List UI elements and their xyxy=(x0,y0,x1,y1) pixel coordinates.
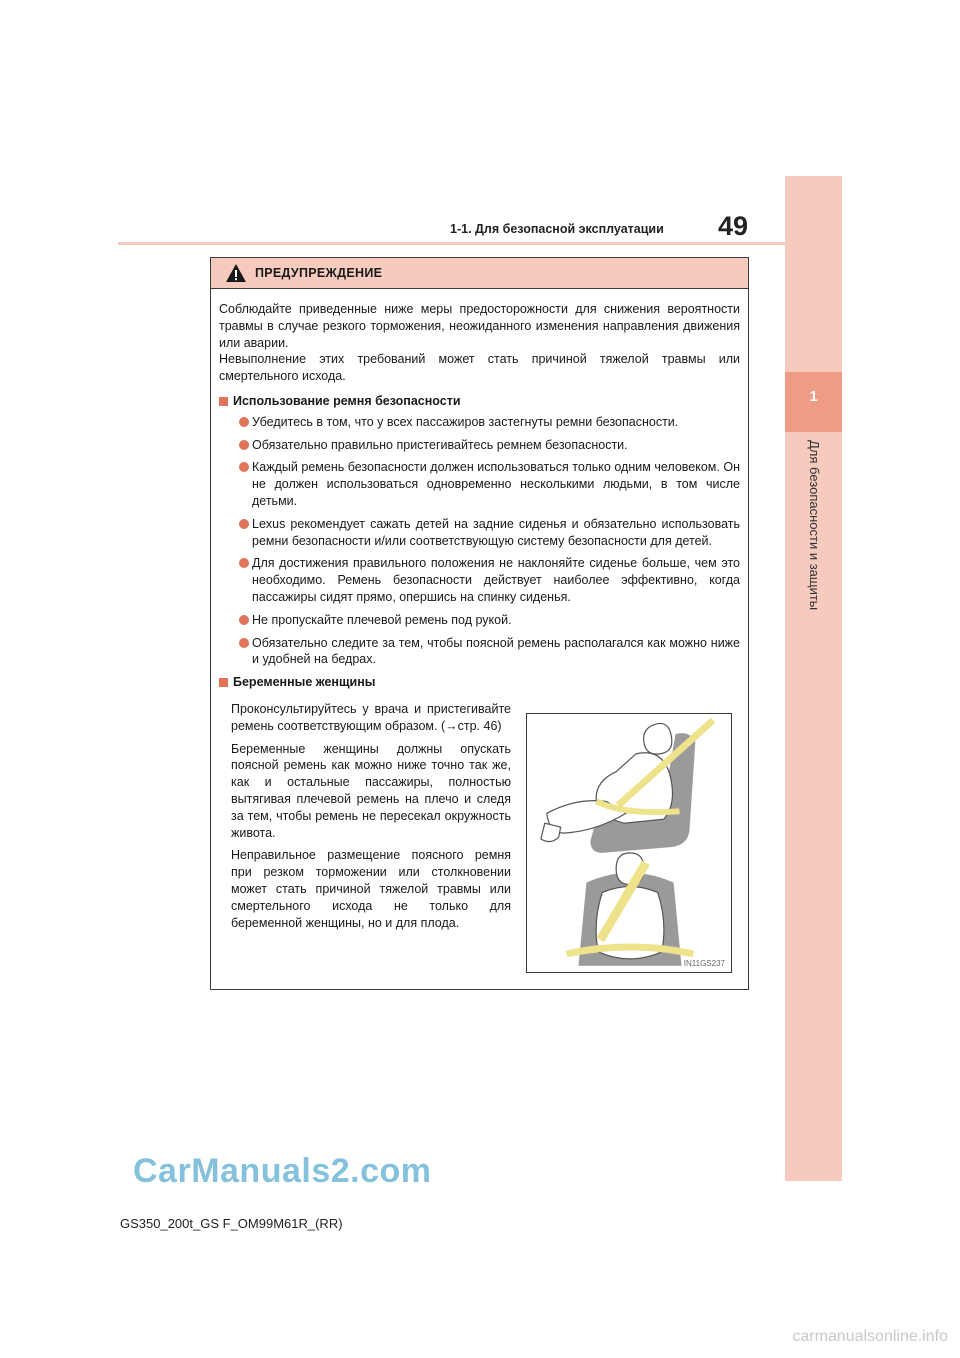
warning-triangle-icon xyxy=(225,263,247,283)
bullet-dot-icon xyxy=(239,638,249,648)
section-heading-text: Использование ремня безопасности xyxy=(233,393,461,408)
carmanuals-logo: CarManuals2.com xyxy=(133,1152,432,1190)
list-item-text: Lexus рекомендует сажать детей на задние сиденья и обязательно использовать ремни безопасности и/или соответствующую систему безопасности для детей. xyxy=(252,516,740,548)
pregnant-seatbelt-image xyxy=(527,714,731,972)
illustration-code: IN11GS237 xyxy=(683,959,725,968)
square-bullet-icon xyxy=(219,397,228,406)
section-heading-seatbelt xyxy=(219,393,740,410)
list-item xyxy=(239,516,740,550)
warning-intro-2: Невыполнение этих требований может стать причиной тяжелой травмы или смертельного исхода. xyxy=(219,352,740,384)
warning-header xyxy=(211,258,748,289)
section-heading-text: Беременные женщины xyxy=(233,675,376,690)
chapter-title: Для безопасности и защиты xyxy=(807,440,822,611)
list-item xyxy=(239,555,740,605)
bullet-dot-icon xyxy=(239,519,249,529)
bullet-dot-icon xyxy=(239,462,249,472)
list-item xyxy=(239,437,740,454)
list-item xyxy=(239,459,740,509)
bullet-dot-icon xyxy=(239,417,249,427)
pregnant-para-3: Неправильное размещение поясного ремня при резком торможении или столкновении может стать причиной тяжелой травмы или смертельного исхода не только для беременной женщины, но и для плода. xyxy=(231,848,511,930)
list-item xyxy=(239,612,740,629)
bullet-dot-icon xyxy=(239,558,249,568)
pregnant-para-2: Беременные женщины должны опускать поясной ремень как можно ниже точно так же, как и остальные пассажиры, полностью вытягивая плечевой ремень на плечо и следя за тем, чтобы ремень не пересекал окружность живота. xyxy=(231,741,511,840)
warning-box xyxy=(210,257,749,990)
document-id: GS350_200t_GS F_OM99M61R_(RR) xyxy=(120,1216,343,1231)
seatbelt-illustration xyxy=(526,713,732,973)
list-item-text: Каждый ремень безопасности должен использоваться только одним человеком. Он не должен использоваться одновременно несколькими людьми, в том числе детьми. xyxy=(252,460,740,508)
warning-intro-1: Соблюдайте приведенные ниже меры предосторожности для снижения вероятности травмы в случае резкого торможения, неожиданного изменения направления движения или аварии. xyxy=(219,302,740,350)
page-number: 49 xyxy=(718,211,749,241)
site-watermark: carmanualsonline.info xyxy=(792,1328,948,1345)
pregnant-para-1: Проконсультируйтесь у врача и пристегивайте ремень соответствующим образом. (→стр. 46) xyxy=(231,701,511,733)
list-item-text: Не пропускайте плечевой ремень под рукой. xyxy=(252,612,512,627)
square-bullet-icon xyxy=(219,678,228,687)
list-item-text: Обязательно правильно пристегивайтесь ремнем безопасности. xyxy=(252,437,628,452)
pregnant-text xyxy=(231,701,511,937)
list-item xyxy=(239,635,740,669)
list-item-text: Обязательно следите за тем, чтобы поясной ремень располагался как можно ниже и удобней на бедрах. xyxy=(252,635,740,667)
section-heading-pregnant xyxy=(219,674,740,691)
header-rule xyxy=(118,242,842,245)
bullet-dot-icon xyxy=(239,440,249,450)
chapter-number: 1 xyxy=(809,388,818,405)
list-item-text: Убедитесь в том, что у всех пассажиров застегнуты ремни безопасности. xyxy=(252,414,679,429)
section-title: 1-1. Для безопасной эксплуатации xyxy=(450,222,664,236)
warning-title: ПРЕДУПРЕЖДЕНИЕ xyxy=(255,266,383,280)
list-item xyxy=(239,414,740,431)
list-item-text: Для достижения правильного положения не наклоняйте сиденье больше, чем это необходимо. Ремень безопасности действует наиболее эффективно, когда пассажиры сидят прямо, опершись на спинку сиденья. xyxy=(252,556,740,604)
bullet-dot-icon xyxy=(239,615,249,625)
